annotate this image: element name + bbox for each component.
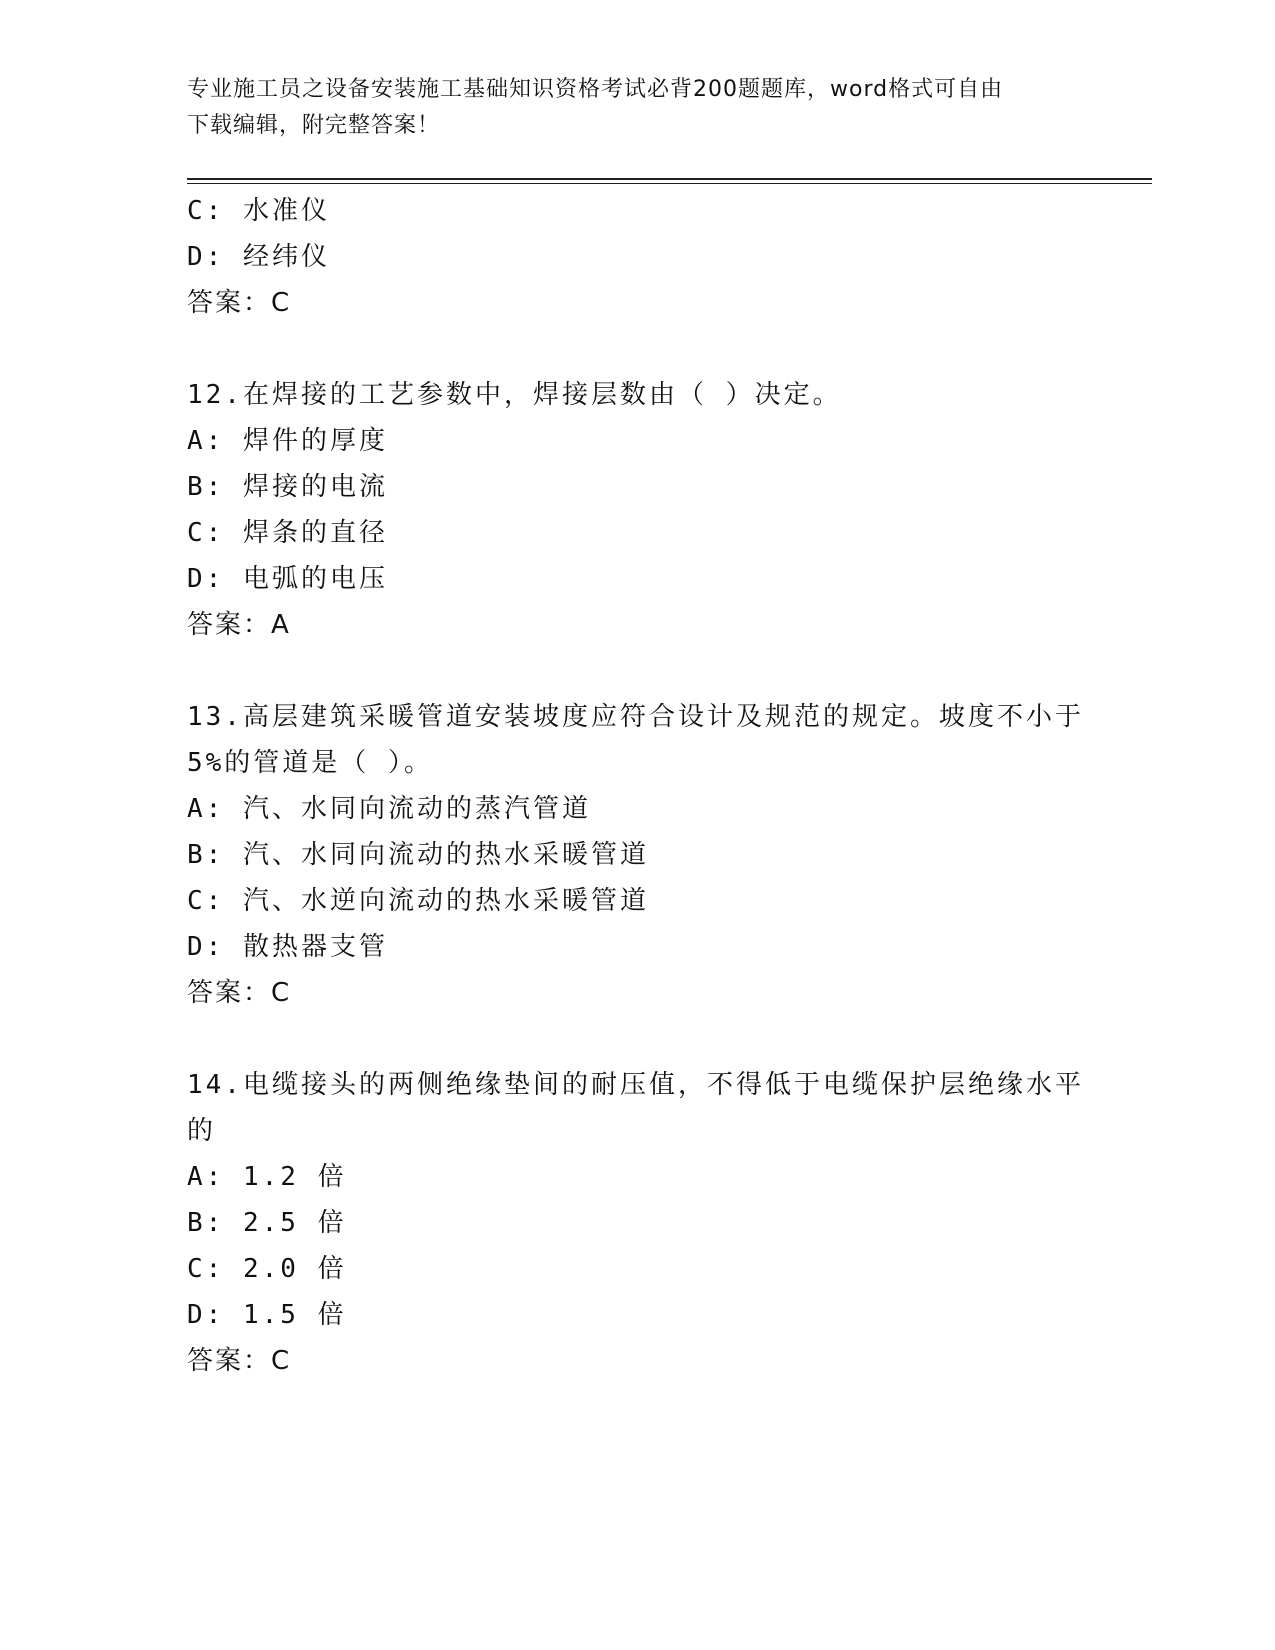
option-c: C: 焊条的直径 (187, 518, 388, 548)
header-rule-thick (187, 178, 1152, 180)
answer-line: 答案：C (187, 288, 292, 318)
question-stem: 13.高层建筑采暖管道安装坡度应符合设计及规范的规定。坡度不小于 (187, 702, 1084, 732)
document-body (187, 188, 1087, 1384)
option-d: D: 经纬仪 (187, 242, 330, 272)
option-b: B: 焊接的电流 (187, 472, 388, 502)
answer-line: 答案：A (187, 610, 291, 640)
header-line-1: 专业施工员之设备安装施工基础知识资格考试必背200题题库，word格式可自由 (187, 77, 1004, 102)
answer-line: 答案：C (187, 978, 292, 1008)
question-13 (187, 694, 1087, 1016)
option-b: B: 汽、水同向流动的热水采暖管道 (187, 840, 649, 870)
question-stem-continued: 5%的管道是（ ）。 (187, 748, 433, 778)
spacer (187, 648, 1087, 694)
option-a: A: 焊件的厚度 (187, 426, 388, 456)
option-b: B: 2.5 倍 (187, 1208, 347, 1238)
question-continued (187, 188, 1087, 326)
question-stem: 14.电缆接头的两侧绝缘垫间的耐压值，不得低于电缆保护层绝缘水平 (187, 1070, 1084, 1100)
option-c: C: 2.0 倍 (187, 1254, 347, 1284)
option-a: A: 1.2 倍 (187, 1162, 347, 1192)
spacer (187, 326, 1087, 372)
header-line-2: 下载编辑，附完整答案！ (187, 113, 441, 138)
option-d: D: 1.5 倍 (187, 1300, 347, 1330)
page-header (187, 72, 1067, 144)
option-a: A: 汽、水同向流动的蒸汽管道 (187, 794, 591, 824)
answer-line: 答案：C (187, 1346, 292, 1376)
option-d: D: 电弧的电压 (187, 564, 388, 594)
option-d: D: 散热器支管 (187, 932, 388, 962)
question-14 (187, 1062, 1087, 1384)
question-stem-continued: 的 (187, 1116, 217, 1146)
question-stem: 12.在焊接的工艺参数中，焊接层数由（ ）决定。 (187, 380, 842, 410)
option-c: C: 汽、水逆向流动的热水采暖管道 (187, 886, 649, 916)
option-c: C: 水准仪 (187, 196, 330, 226)
header-rule-thin (187, 183, 1152, 184)
question-12 (187, 372, 1087, 648)
spacer (187, 1016, 1087, 1062)
